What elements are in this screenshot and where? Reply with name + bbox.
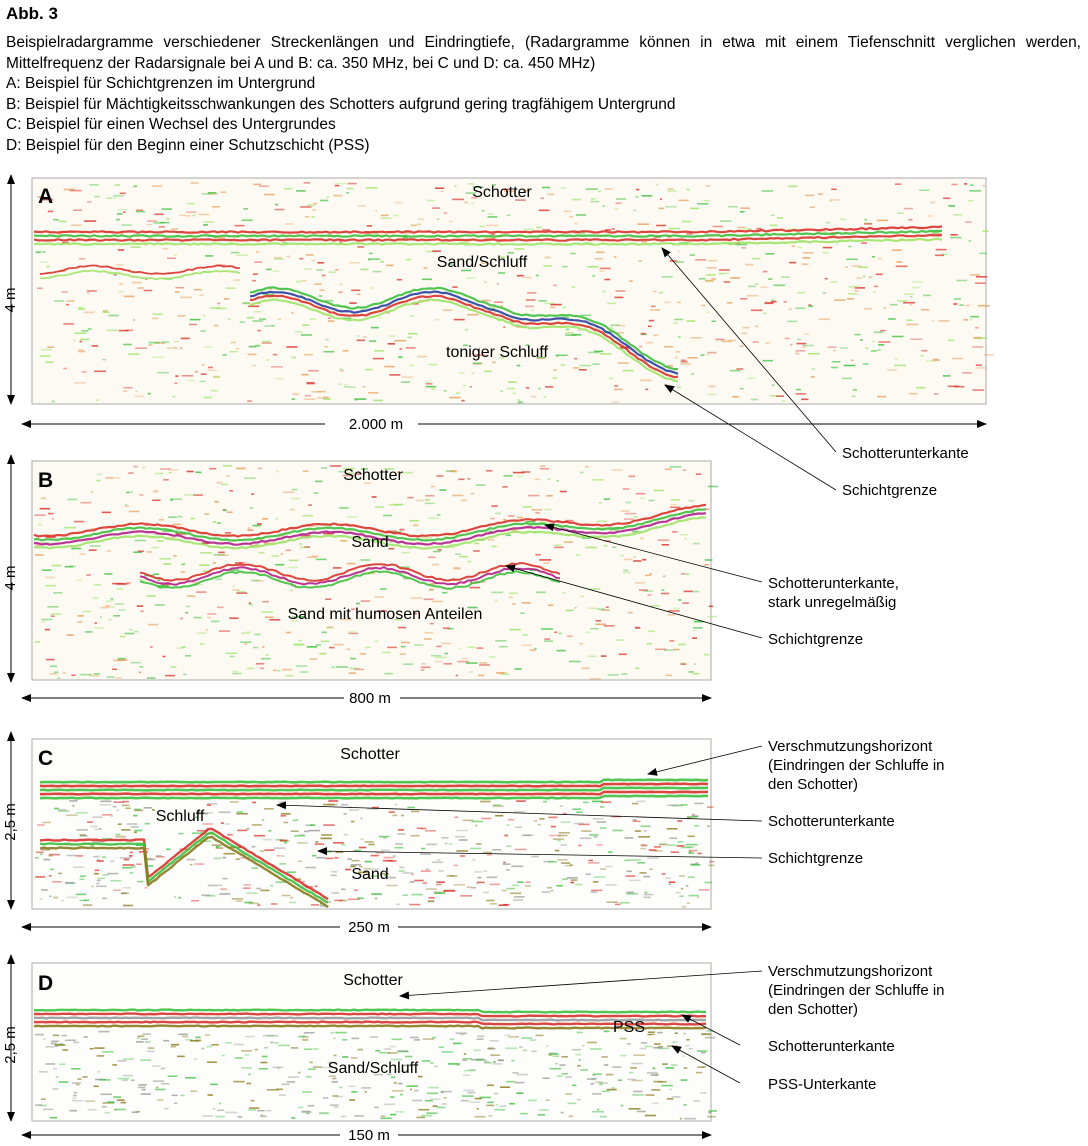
- layer-label-b-sand: Sand: [351, 534, 389, 551]
- callout-b-schichtgrenze: Schichtgrenze: [768, 631, 864, 648]
- length-label-c: 250 m: [348, 919, 390, 936]
- caption-item-c: C: Beispiel für einen Wechsel des Untergrundes: [6, 116, 336, 133]
- layer-label-b-schotter: Schotter: [343, 467, 403, 484]
- caption-item-d: D: Beispiel für den Beginn einer Schutzschicht (PSS): [6, 136, 370, 154]
- radargram-a: [32, 178, 986, 404]
- layer-label-a-toniger-schluff: toniger Schluff: [446, 344, 548, 361]
- layer-label-b-sand-humos: Sand mit humosen Anteilen: [287, 606, 483, 623]
- length-label-b: 800 m: [349, 690, 391, 707]
- depth-label-a: 4 m: [2, 287, 19, 313]
- callout-d-schotterunterkante: Schotterunterkante: [768, 1038, 895, 1055]
- layer-label-c-sand: Sand: [351, 866, 389, 883]
- depth-label-d: 2,5 m: [2, 1026, 19, 1064]
- layer-label-a-sand-schluff: Sand/Schluff: [436, 254, 528, 271]
- panel-letter-c: C: [38, 747, 54, 770]
- figure-label: Abb. 3: [6, 4, 58, 23]
- radargram-b: [32, 461, 711, 680]
- callout-c-eindringen: (Eindringen der Schluffe in: [768, 757, 945, 774]
- callout-d-verschmutzung: Verschmutzungshorizont: [768, 963, 933, 980]
- panel-letter-b: B: [38, 469, 54, 492]
- callout-c-schotterunterkante: Schotterunterkante: [768, 813, 895, 830]
- callout-a-schotterunterkante: Schotterunterkante: [842, 445, 969, 462]
- callout-d-eindringen: (Eindringen der Schluffe in: [768, 982, 945, 999]
- panel-b: [2, 461, 899, 707]
- callout-c-den-schotter: den Schotter): [768, 776, 859, 793]
- caption-intro: Beispielradargramme verschiedener Streckenlängen und Eindringtiefe, (Radargramme können in etwa mit einem Tiefenschnitt verglichen werden, Mittelfrequenz der Radarsignale bei A und B: ca. 350 MHz, bei C und D: ca. 450 MHz): [6, 34, 1081, 72]
- callout-c-verschmutzung: Verschmutzungshorizont: [768, 738, 933, 755]
- layer-label-d-sand-schluff: Sand/Schluff: [327, 1060, 419, 1077]
- caption-item-b: B: Beispiel für Mächtigkeitsschwankungen des Schotters aufgrund gering tragfähigem Untergrund: [6, 95, 676, 113]
- layer-label-c-schluff: Schluff: [155, 808, 205, 825]
- caption-item-a: A: Beispiel für Schichtgrenzen im Untergrund: [6, 75, 316, 92]
- length-label-a: 2.000 m: [348, 416, 404, 433]
- panel-letter-d: D: [38, 972, 54, 995]
- callout-d-pss-unterkante: PSS-Unterkante: [768, 1076, 877, 1093]
- panel-c: [2, 738, 945, 936]
- layer-label-d-schotter: Schotter: [343, 972, 403, 989]
- callout-c-schichtgrenze: Schichtgrenze: [768, 850, 864, 867]
- callout-b-schotterunterkante: Schotterunterkante,: [768, 575, 899, 592]
- depth-label-b: 4 m: [2, 565, 19, 591]
- layer-label-d-pss: PSS: [612, 1019, 646, 1036]
- depth-label-c: 2,5 m: [2, 803, 19, 841]
- callout-a-schichtgrenze: Schichtgrenze: [842, 482, 938, 499]
- panel-d: [2, 963, 945, 1144]
- length-label-d: 150 m: [348, 1127, 390, 1144]
- callout-b-unregelmaessig: stark unregelmäßig: [768, 594, 897, 611]
- panel-a: [2, 178, 994, 499]
- layer-label-c-schotter: Schotter: [340, 746, 400, 763]
- layer-label-a-schotter: Schotter: [472, 184, 532, 201]
- panel-letter-a: A: [38, 185, 54, 208]
- callout-d-den-schotter: den Schotter): [768, 1001, 859, 1018]
